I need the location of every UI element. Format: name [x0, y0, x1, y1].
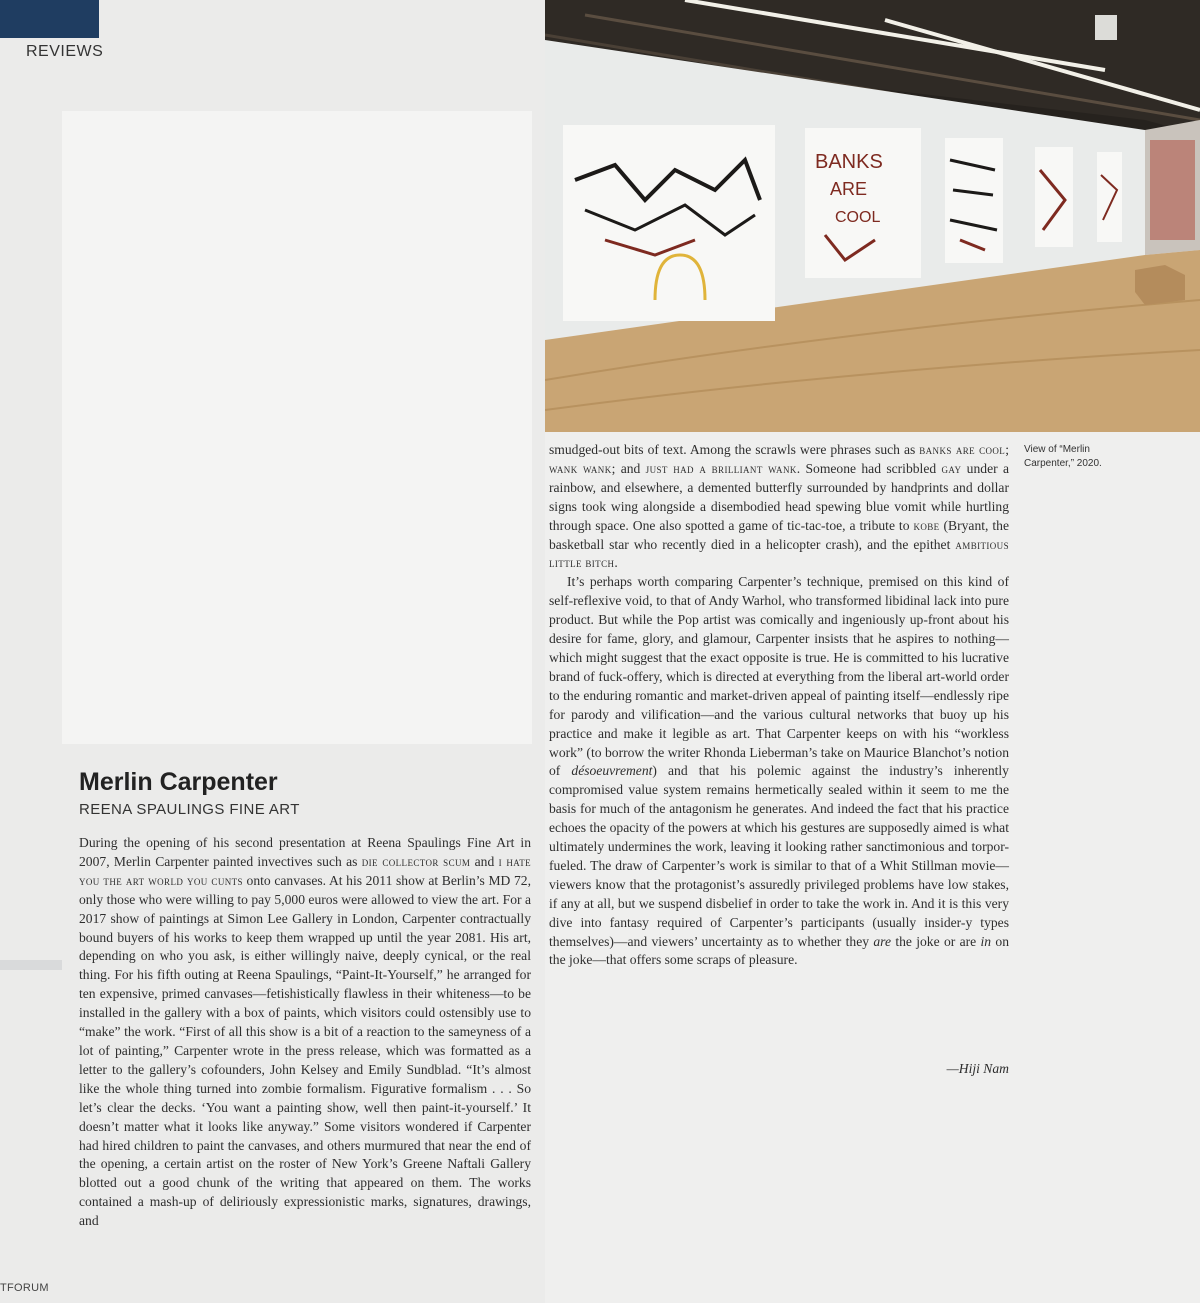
author-signature: —Hiji Nam: [946, 1061, 1009, 1076]
review-venue: REENA SPAULINGS FINE ART: [79, 801, 300, 818]
review-column-left: [79, 834, 531, 1231]
painting-text-are: ARE: [830, 179, 868, 199]
painting-text-cool: COOL: [835, 209, 881, 226]
paragraph: It’s perhaps worth comparing Carpenter’s technique, premised on this kind of self-reflexive void, to that of Andy Warhol, who transformed libidinal lack into pure product. But while the Pop artist was comically and ingeniously up-front about his desire for fame, glory, and glamour, Carpenter insists that he aspires to nothing—which might suggest that the exact opposite is true. He is committed to his lucrative brand of fuck-offery, which is directed at everything from the liberal art-world order to the enduring romantic and market-driven appeal of painting itself—endlessly ripe for parody and vilification—and the various cultural networks that buoy up his practice and make it legible as art. That Carpenter keeps on with his “workless work” (to borrow the writer Rhonda Lieberman’s take on Maurice Blanchot’s notion of désoeuvrement) and that his polemic against the industry’s inherently compromised value system remains hermetically sealed within it seem to me the basis for much of the antagonism he generates. And indeed the fact that his practice echoes the opacity of the powers at which his gestures are supposedly aimed is what ultimately undermines the work, leaving it looking rather sanctimonious and torpor-fueled. The draw of Carpenter’s work is similar to that of a Whit Stillman movie—viewers know that the protagonist’s assuredly privileged problems have low stakes, if any at all, but we suspend disbelief in order to take the work in. And it is this very dive into fantasy required of Carpenter’s participants (usually insider-y types themselves)—and viewers’ uncertainty as to whether they are the joke or are in on the joke—that offers some scraps of pleasure.: [549, 574, 1010, 968]
paragraph: smudged-out bits of text. Among the scrawls were phrases such as banks are cool; wank wank; and just had a brilliant wank. Someone had scribbled gay under a rainbow, and elsewhere, a demented butterfly surrounded by handprints and dollar signs took wing alongside a disembodied head spewing blue vomit while hurtling through space. One also spotted a game of tic-tac-toe, a tribute to kobe (Bryant, the basketball star who recently died in a helicopter crash), and the epithet ambitious little bitch.: [549, 442, 1009, 571]
section-label: REVIEWS: [26, 43, 104, 60]
margin-strip: [0, 960, 62, 970]
painting-5: [1097, 152, 1122, 242]
footer-magazine-name: TFORUM: [0, 1282, 49, 1294]
review-column-right: [549, 441, 1009, 970]
painting-4: [1035, 147, 1073, 247]
painting-text-banks: BANKS: [815, 151, 883, 173]
gallery-installation-photo: [545, 0, 1200, 432]
section-color-tab: [0, 0, 99, 38]
blank-image-area: [62, 111, 532, 744]
paragraph: During the opening of his second presentation at Reena Spaulings Fine Art in 2007, Merlin Carpenter painted invectives such as die collector scum and i hate you the art world you cunts onto canvases. At his 2011 show at Berlin’s MD 72, only those who were willing to pay 5,000 euros were allowed to view the art. For a 2017 show of paintings at Simon Lee Gallery in London, Carpenter contractually bound buyers of his works to keep them wrapped up until the year 2081. His art, depending on who you ask, is either willingly naive, deeply cynical, or the real thing. For his fifth outing at Reena Spaulings, “Paint-It-Yourself,” he arranged for ten expensive, primed canvases—fetishistically flawless in their whiteness—to be installed in the gallery with a box of paints, which visitors could ostensibly use to “make” the work. “First of all this show is a bit of a reaction to the sameyness of a lot of painting,” Carpenter wrote in the press release, which was formatted as a letter to the gallery’s cofounders, John Kelsey and Emily Sundblad. “It’s almost like the whole thing turned into zombie formalism. Figurative formalism . . . So let’s clear the decks. ‘You want a painting show, well then paint-it-yourself.’ It doesn’t matter what it looks like anyway.” Some visitors wondered if Carpenter had hired children to paint the canvases, and others murmured that near the end of the opening, a certain artist on the roster of New York’s Greene Naftali Gallery blotted out a good chunk of the writing that appeared on them. The works contained a mash-up of deliriously expressionistic marks, signatures, drawings, and: [79, 835, 531, 1229]
photo-caption: View of “Merlin Carpenter,” 2020.: [1024, 444, 1102, 469]
review-title: Merlin Carpenter: [79, 768, 278, 796]
